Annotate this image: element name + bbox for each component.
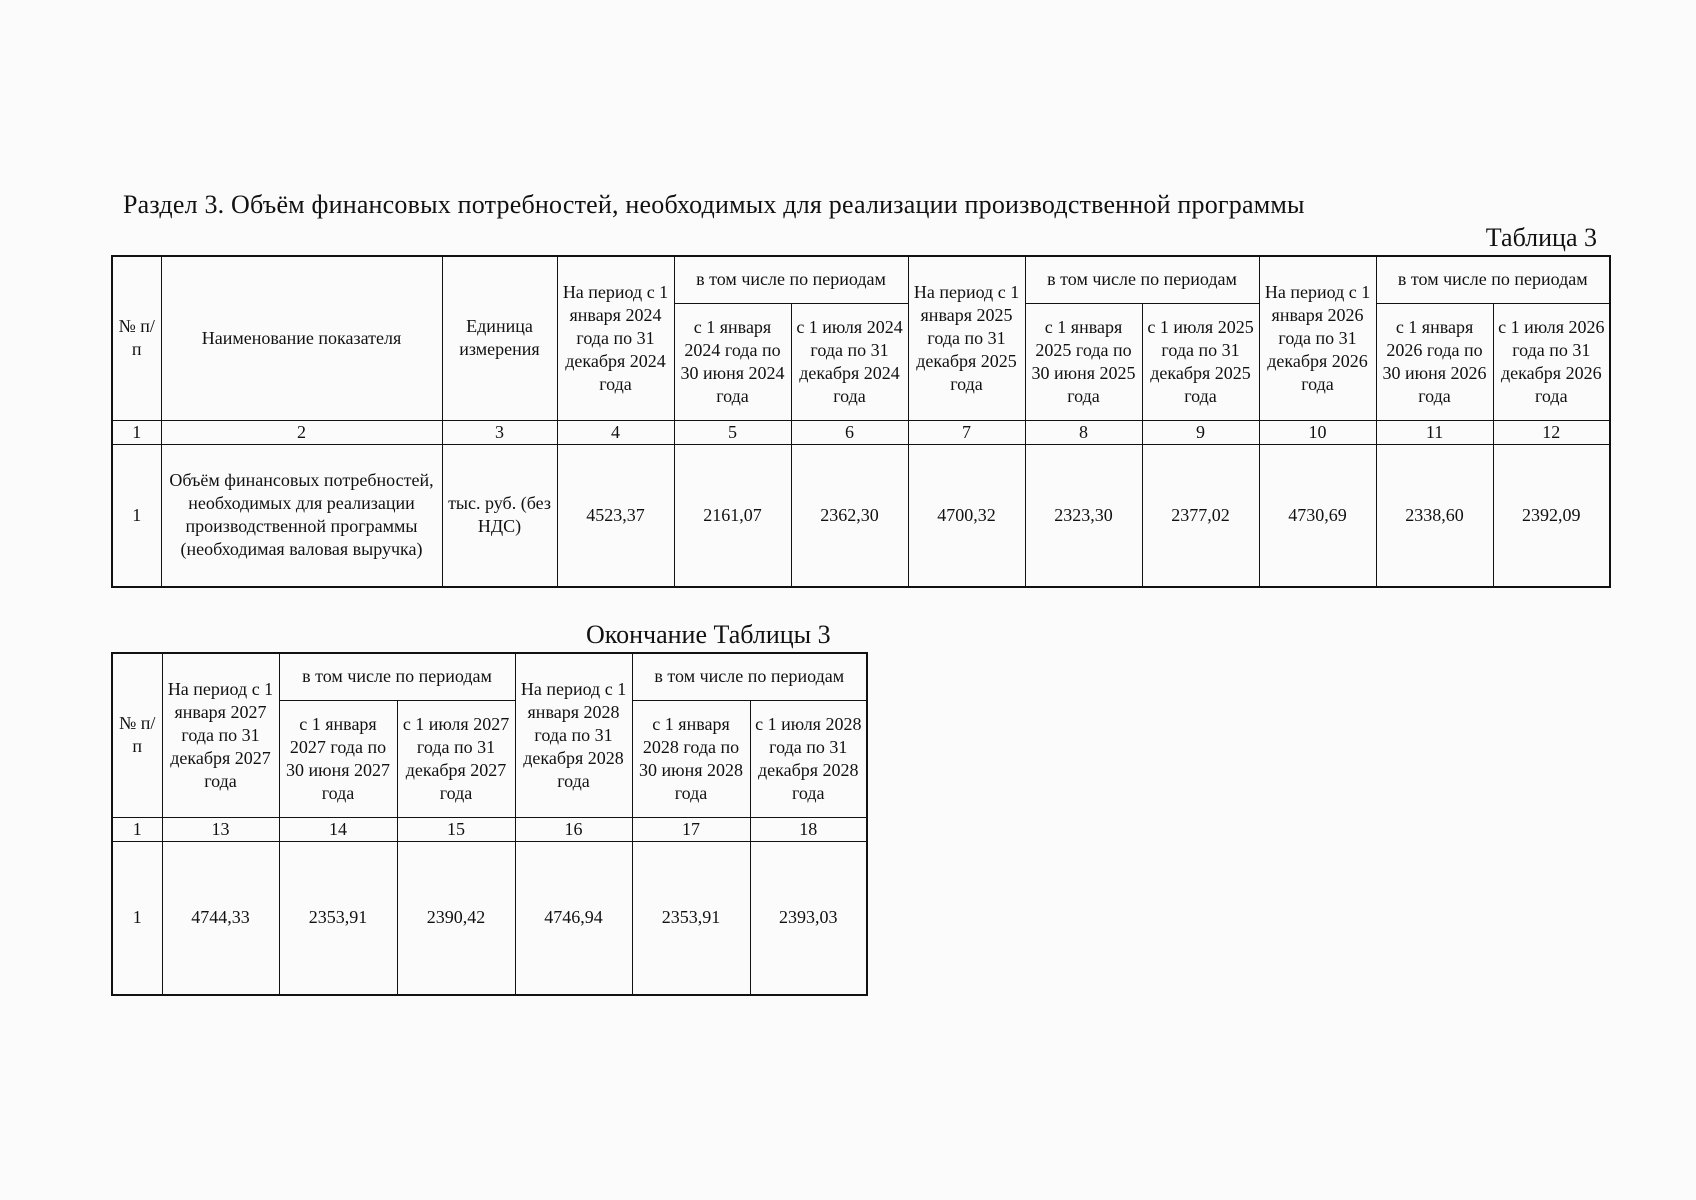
header-h2-2025: с 1 июля 2025 года по 31 декабря 2025 года bbox=[1142, 303, 1259, 420]
column-number: 5 bbox=[674, 420, 791, 444]
unit-of-measure: тыс. руб. (без НДС) bbox=[442, 444, 557, 587]
column-number: 12 bbox=[1493, 420, 1610, 444]
column-number: 8 bbox=[1025, 420, 1142, 444]
header-h2-2026: с 1 июля 2026 года по 31 декабря 2026 года bbox=[1493, 303, 1610, 420]
value-2028-total: 4746,94 bbox=[515, 841, 632, 995]
header-sub-2024: в том числе по периодам bbox=[674, 256, 908, 303]
value-2028-h1: 2353,91 bbox=[632, 841, 750, 995]
header-sub-2025: в том числе по периодам bbox=[1025, 256, 1259, 303]
value-2024-h2: 2362,30 bbox=[791, 444, 908, 587]
header-h1-2028: с 1 января 2028 года по 30 июня 2028 года bbox=[632, 700, 750, 817]
header-num: № п/п bbox=[112, 653, 162, 817]
header-row-top bbox=[112, 653, 867, 700]
value-2026-total: 4730,69 bbox=[1259, 444, 1376, 587]
header-h2-2027: с 1 июля 2027 года по 31 декабря 2027 года bbox=[397, 700, 515, 817]
value-2024-total: 4523,37 bbox=[557, 444, 674, 587]
column-number: 1 bbox=[112, 817, 162, 841]
column-number: 1 bbox=[112, 420, 161, 444]
financial-needs-table-continuation bbox=[111, 652, 868, 996]
header-period-2025: На период с 1 января 2025 года по 31 декабря 2025 года bbox=[908, 256, 1025, 420]
column-number: 18 bbox=[750, 817, 867, 841]
column-number-row bbox=[112, 420, 1610, 444]
header-num: № п/п bbox=[112, 256, 161, 420]
header-row-top bbox=[112, 256, 1610, 303]
header-period-2028: На период с 1 января 2028 года по 31 декабря 2028 года bbox=[515, 653, 632, 817]
header-period-2024: На период с 1 января 2024 года по 31 декабря 2024 года bbox=[557, 256, 674, 420]
continuation-caption: Окончание Таблицы 3 bbox=[586, 620, 831, 649]
value-2025-h2: 2377,02 bbox=[1142, 444, 1259, 587]
value-2025-total: 4700,32 bbox=[908, 444, 1025, 587]
header-h1-2025: с 1 января 2025 года по 30 июня 2025 года bbox=[1025, 303, 1142, 420]
column-number-row bbox=[112, 817, 867, 841]
column-number: 4 bbox=[557, 420, 674, 444]
header-h1-2026: с 1 января 2026 года по 30 июня 2026 года bbox=[1376, 303, 1493, 420]
header-h2-2024: с 1 июля 2024 года по 31 декабря 2024 года bbox=[791, 303, 908, 420]
column-number: 2 bbox=[161, 420, 442, 444]
column-number: 10 bbox=[1259, 420, 1376, 444]
header-h1-2024: с 1 января 2024 года по 30 июня 2024 года bbox=[674, 303, 791, 420]
header-h1-2027: с 1 января 2027 года по 30 июня 2027 года bbox=[279, 700, 397, 817]
column-number: 16 bbox=[515, 817, 632, 841]
value-2025-h1: 2323,30 bbox=[1025, 444, 1142, 587]
value-2026-h2: 2392,09 bbox=[1493, 444, 1610, 587]
value-2028-h2: 2393,03 bbox=[750, 841, 867, 995]
header-period-2026: На период с 1 января 2026 года по 31 декабря 2026 года bbox=[1259, 256, 1376, 420]
header-sub-2027: в том числе по периодам bbox=[279, 653, 515, 700]
table-caption: Таблица 3 bbox=[1485, 223, 1597, 252]
column-number: 9 bbox=[1142, 420, 1259, 444]
row-number: 1 bbox=[112, 444, 161, 587]
value-2027-h1: 2353,91 bbox=[279, 841, 397, 995]
header-unit: Единица измерения bbox=[442, 256, 557, 420]
header-period-2027: На период с 1 января 2027 года по 31 декабря 2027 года bbox=[162, 653, 279, 817]
value-2024-h1: 2161,07 bbox=[674, 444, 791, 587]
column-number: 13 bbox=[162, 817, 279, 841]
header-name: Наименование показателя bbox=[161, 256, 442, 420]
column-number: 3 bbox=[442, 420, 557, 444]
row-number: 1 bbox=[112, 841, 162, 995]
column-number: 11 bbox=[1376, 420, 1493, 444]
column-number: 6 bbox=[791, 420, 908, 444]
column-number: 7 bbox=[908, 420, 1025, 444]
value-2027-h2: 2390,42 bbox=[397, 841, 515, 995]
table-row bbox=[112, 444, 1610, 587]
column-number: 17 bbox=[632, 817, 750, 841]
section-title: Раздел 3. Объём финансовых потребностей, необходимых для реализации производственной программы bbox=[123, 190, 1305, 219]
header-h2-2028: с 1 июля 2028 года по 31 декабря 2028 года bbox=[750, 700, 867, 817]
indicator-name: Объём финансовых потребностей, необходимых для реализации производственной программы (необходимая валовая выручка) bbox=[161, 444, 442, 587]
value-2027-total: 4744,33 bbox=[162, 841, 279, 995]
header-sub-2026: в том числе по периодам bbox=[1376, 256, 1610, 303]
column-number: 14 bbox=[279, 817, 397, 841]
financial-needs-table bbox=[111, 255, 1611, 588]
column-number: 15 bbox=[397, 817, 515, 841]
value-2026-h1: 2338,60 bbox=[1376, 444, 1493, 587]
header-sub-2028: в том числе по периодам bbox=[632, 653, 867, 700]
table-row bbox=[112, 841, 867, 995]
